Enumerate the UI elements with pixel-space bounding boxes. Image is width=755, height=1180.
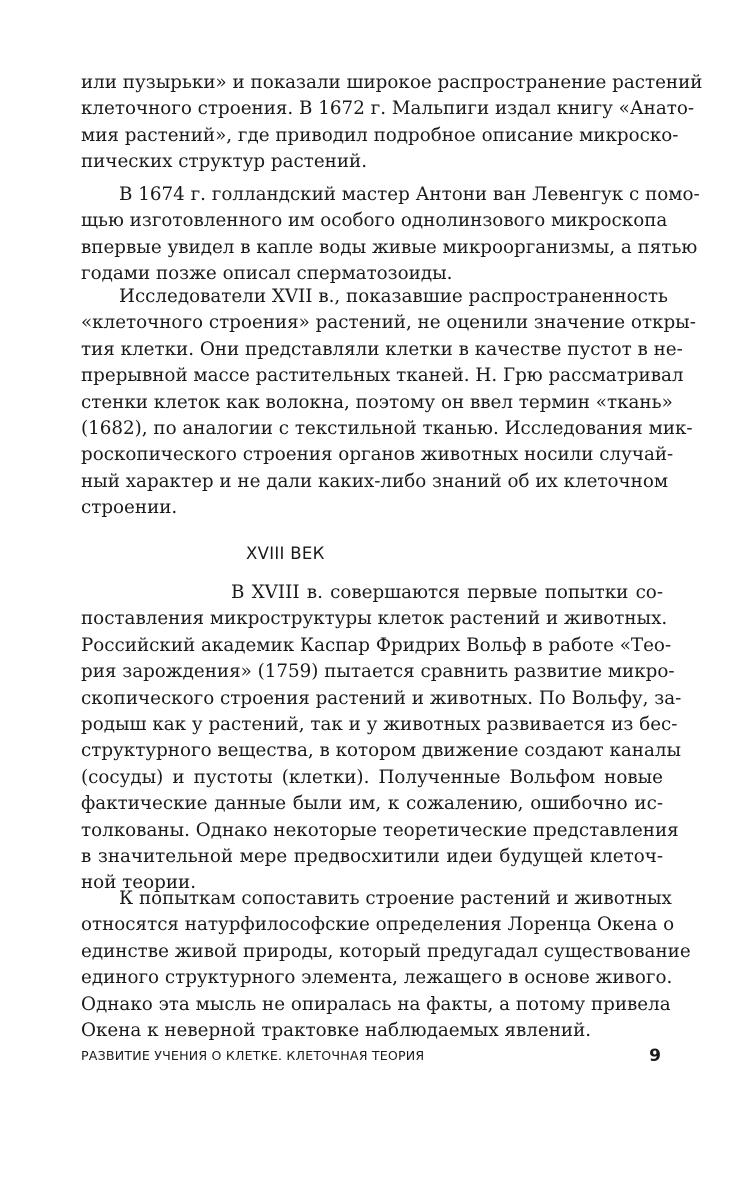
text-line: роскопического строения органов животных носили случай- — [81, 444, 674, 466]
text-line: Российский академик Каспар Фридрих Вольф в работе «Тео- — [81, 634, 672, 656]
text-line: Исследователи XVII в., показавшие распространенность — [119, 286, 668, 307]
text-line: скопического строения растений и животных. По Вольфу, за- — [81, 687, 682, 709]
text-line: единстве живой природы, который предугадал существование — [81, 940, 691, 962]
text-line: структурного вещества, в котором движение создают каналы — [81, 740, 682, 762]
text-line: или пузырьки» и показали широкое распространение растений — [81, 72, 703, 93]
section-heading: XVIII ВЕК — [246, 544, 325, 563]
text-line: щью изготовленного им особого однолинзового микроскопа — [81, 210, 668, 232]
text-line: В XVIII в. совершаются первые попытки со- — [231, 582, 663, 603]
text-line: «клеточного строения» растений, не оценили значение откры- — [81, 312, 696, 334]
text-line: родыш как у растений, так и у животных развивается из бес- — [81, 713, 678, 735]
text-line: ной теории. — [81, 872, 197, 894]
text-line: тия клетки. Они представляли клетки в качестве пустот в не- — [81, 338, 683, 360]
text-line: пических структур растений. — [81, 151, 368, 173]
text-line: прерывной массе растительных тканей. Н. Грю рассматривал — [81, 365, 684, 387]
running-title: РАЗВИТИЕ УЧЕНИЯ О КЛЕТКЕ. КЛЕТОЧНАЯ ТЕОРИЯ — [81, 1048, 425, 1063]
text-line: рия зарождения» (1759) пытается сравнить развитие микро- — [81, 661, 675, 683]
text-line: впервые увидел в капле воды живые микроорганизмы, а пятью — [81, 236, 698, 258]
paragraph — [81, 886, 691, 1044]
paragraph — [81, 182, 700, 288]
text-line: относятся натурфилософские определения Лоренца Окена о — [81, 914, 675, 936]
text-line: клеточного строения. В 1672 г. Мальпиги издал книгу «Анато- — [81, 98, 695, 120]
paragraph — [81, 284, 696, 522]
text-line: стенки клеток как волокна, поэтому он ввел термин «ткань» — [81, 391, 673, 413]
text-line: годами позже описал сперматозоиды. — [81, 263, 453, 285]
paragraph — [81, 580, 682, 897]
text-line: (1682), по аналогии с текстильной тканью. Исследования мик- — [81, 417, 693, 439]
text-line: Однако эта мысль не опиралась на факты, а потому привела — [81, 993, 671, 1015]
paragraph — [81, 70, 703, 176]
text-line: единого структурного элемента, лежащего в основе живого. — [81, 967, 673, 989]
text-line: в значительной мере предвосхитили идеи будущей клеточ- — [81, 845, 663, 867]
text-line: ный характер и не дали каких-либо знаний об их клеточном — [81, 470, 669, 492]
page-number: 9 — [649, 1046, 661, 1066]
text-line: В 1674 г. голландский мастер Антони ван Левенгук с помо- — [119, 184, 700, 205]
text-line: строении. — [81, 497, 178, 519]
page-footer — [81, 1046, 663, 1070]
text-line: поставления микроструктуры клеток растений и животных. — [81, 608, 668, 630]
text-line: фактические данные были им, к сожалению, ошибочно ис- — [81, 793, 663, 815]
text-line: К попыткам сопоставить строение растений и животных — [119, 888, 672, 909]
text-line: Окена к неверной трактовке наблюдаемых явлений. — [81, 1019, 592, 1041]
text-line: толкованы. Однако некоторые теоретические представления — [81, 819, 679, 841]
text-line: мия растений», где приводил подробное описание микроско- — [81, 124, 679, 146]
text-line: (сосуды) и пустоты (клетки). Полученные Вольфом новые — [81, 766, 663, 788]
